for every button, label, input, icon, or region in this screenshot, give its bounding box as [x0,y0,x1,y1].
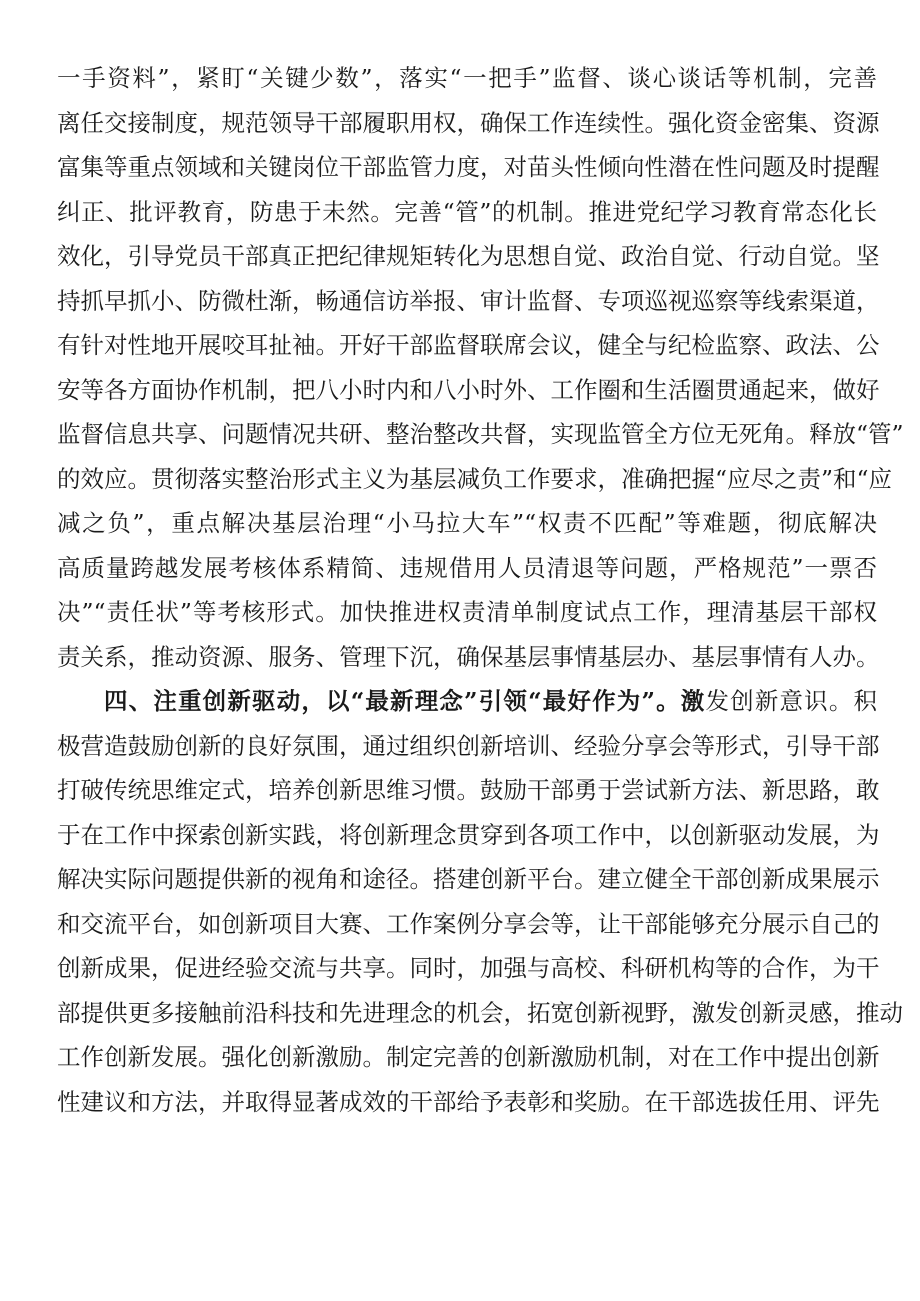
section-heading: 四、注重创新驱动，以“最新理念”引领“最好作为”。激 [104,687,706,715]
text-line: 创新成果，促进经验交流与共享。同时，加强与高校、科研机构等的合作，为干 [57,954,880,982]
text-line: 决”“责任状”等考核形式。加快推进权责清单制度试点工作，理清基层干部权 [57,598,877,626]
text-line: 富集等重点领域和关键岗位干部监管力度，对苗头性倾向性潜在性问题及时提醒 [57,153,880,181]
text-line: 于在工作中探索创新实践，将创新理念贯穿到各项工作中，以创新驱动发展，为 [57,820,880,849]
text-line: 有针对性地开展咬耳扯袖。开好干部监督联席会议，健全与纪检监察、政法、公 [57,331,880,359]
document-body [57,56,904,1124]
text-line: 的效应。贯彻落实整治形式主义为基层减负工作要求，准确把握“应尽之责”和“应 [57,464,893,493]
text-line: 打破传统思维定式，培养创新思维习惯。鼓励干部勇于尝试新方法、新思路，敢 [57,776,880,804]
text-line: 一手资料”，紧盯“关键少数”，落实“一把手”监督、谈心谈话等机制，完善 [57,64,877,92]
text-line: 极营造鼓励创新的良好氛围，通过组织创新培训、经验分享会等形式，引导干部 [57,731,880,760]
text-line: 持抓早抓小、防微杜渐，畅通信访举报、审计监督、专项巡视巡察等线索渠道， [57,286,880,315]
text-line: 安等各方面协作机制，把八小时内和八小时外、工作圈和生活圈贯通起来，做好 [57,375,880,404]
text-line: 效化，引导党员干部真正把纪律规矩转化为思想自觉、政治自觉、行动自觉。坚 [57,242,880,270]
section-heading-continuation: 发创新意识。积 [705,687,878,715]
text-line: 离任交接制度，规范领导干部履职用权，确保工作连续性。强化资金密集、资源 [57,108,880,137]
section-heading-line [57,679,877,724]
text-line: 性建议和方法，并取得显著成效的干部给予表彰和奖励。在干部选拔任用、评先 [57,1087,880,1116]
text-line: 解决实际问题提供新的视角和途径。搭建创新平台。建立健全干部创新成果展示 [57,865,880,893]
text-line: 监督信息共享、问题情况共研、整治整改共督，实现监管全方位无死角。释放“管” [57,420,904,448]
text-line: 纠正、批评教育，防患于未然。完善“管”的机制。推进党纪学习教育常态化长 [57,197,877,226]
text-line: 工作创新发展。强化创新激励。制定完善的创新激励机制，对在工作中提出创新 [57,1043,880,1071]
text-line: 高质量跨越发展考核体系精简、违规借用人员清退等问题，严格规范”一票否 [57,553,877,582]
text-line: 部提供更多接触前沿科技和先进理念的机会，拓宽创新视野，激发创新灵感，推动 [57,998,903,1027]
text-line: 减之负”，重点解决基层治理“小马拉大车”“权责不匹配”等难题，彻底解决 [57,509,877,537]
text-line: 责关系，推动资源、服务、管理下沉，确保基层事情基层办、基层事情有人办。 [57,642,880,671]
text-line: 和交流平台，如创新项目大赛、工作案例分享会等，让干部能够充分展示自己的 [57,909,880,938]
